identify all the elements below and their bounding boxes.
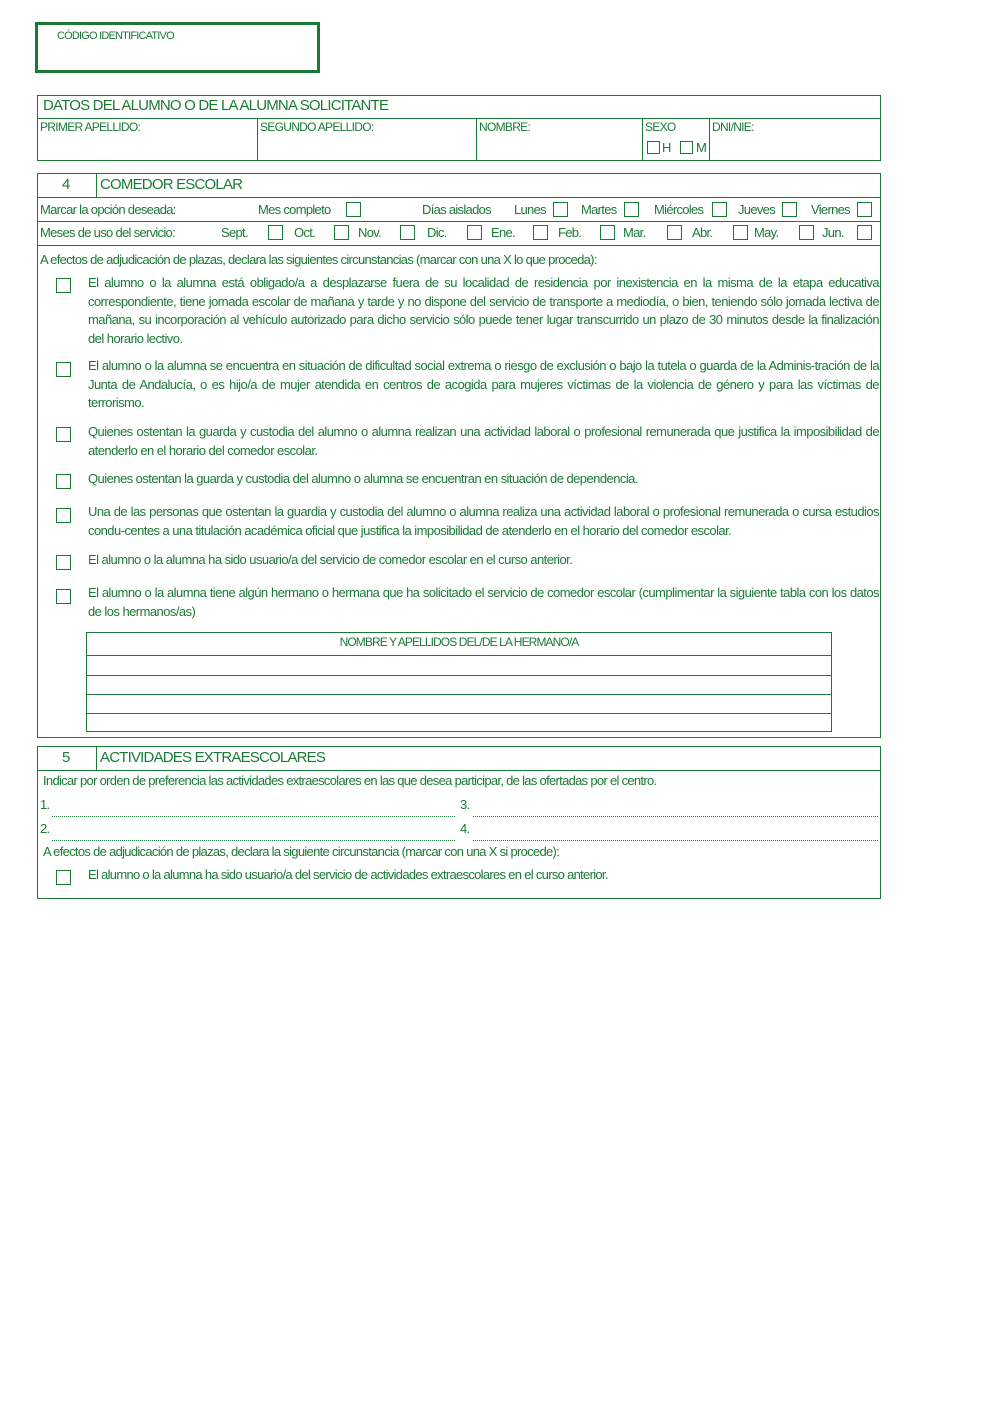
circumstance-checkbox-3[interactable] xyxy=(56,427,71,442)
circumstance-checkbox-1[interactable] xyxy=(56,278,71,293)
extraescolares-title: ACTIVIDADES EXTRAESCOLARES xyxy=(100,749,326,766)
day-label-miercoles: Miércoles xyxy=(654,202,704,217)
circumstance-text-7: El alumno o la alumna tiene algún hermano o hermana que ha solicitado el servicio de comedor escolar (cumplimentar la siguiente tabla con los datos de los hermanos/as) xyxy=(88,585,879,619)
month-checkbox-jun[interactable] xyxy=(857,225,872,240)
day-checkbox-jueves[interactable] xyxy=(782,202,797,217)
month-checkbox-feb[interactable] xyxy=(600,225,615,240)
sibling-name-input-1[interactable] xyxy=(90,657,832,675)
nombre-input[interactable] xyxy=(480,137,642,157)
comedor-number: 4 xyxy=(62,176,70,193)
circumstance-text-5: Una de las personas que ostentan la guardia y custodia del alumno o alumna realiza una actividad laboral o profesional remunerada o cursa estudios condu-centes a una titulación académica oficial que justifica la imposibilidad de atenderlo en el horario del comedor escolar. xyxy=(88,504,879,538)
dias-aislados-label: Días aislados xyxy=(422,202,491,217)
sexo-m-checkbox[interactable] xyxy=(680,141,693,154)
sexo-label: SEXO xyxy=(645,120,676,134)
sibling-name-input-3[interactable] xyxy=(90,696,832,714)
meses-label: Meses de uso del servicio: xyxy=(40,225,175,240)
dni-input[interactable] xyxy=(713,137,879,157)
activity-number-4: 4. xyxy=(460,821,470,836)
codigo-label: CÓDIGO IDENTIFICATIVO xyxy=(57,30,174,42)
day-checkbox-miercoles[interactable] xyxy=(712,202,727,217)
month-checkbox-ene[interactable] xyxy=(533,225,548,240)
day-label-jueves: Jueves xyxy=(738,202,775,217)
dni-label: DNI/NIE: xyxy=(712,120,754,134)
segundo-apellido-input[interactable] xyxy=(261,137,475,157)
month-label-feb: Feb. xyxy=(558,225,582,240)
codigo-identificativo-box[interactable] xyxy=(35,22,320,73)
month-checkbox-may[interactable] xyxy=(799,225,814,240)
activity-number-1: 1. xyxy=(40,797,50,812)
day-label-viernes: Viernes xyxy=(811,202,850,217)
extraescolares-usuario-text: El alumno o la alumna ha sido usuario/a del servicio de actividades extraescolares en el curso anterior. xyxy=(88,867,608,882)
datos-divider xyxy=(37,118,881,119)
segundo-apellido-label: SEGUNDO APELLIDO: xyxy=(260,120,374,134)
mes-completo-label: Mes completo xyxy=(258,202,331,217)
circumstance-text-4: Quienes ostentan la guarda y custodia del alumno o alumna se encuentran en situación de dependencia. xyxy=(88,471,638,486)
activity-input-1[interactable] xyxy=(54,797,456,816)
circumstance-checkbox-7[interactable] xyxy=(56,589,71,604)
sibling-name-input-2[interactable] xyxy=(90,677,832,695)
activity-input-2[interactable] xyxy=(54,821,456,840)
comedor-intro: A efectos de adjudicación de plazas, declara las siguientes circunstancias (marcar con una X lo que proceda): xyxy=(40,252,597,267)
extraescolares-usuario-checkbox[interactable] xyxy=(56,870,71,885)
circumstance-checkbox-2[interactable] xyxy=(56,362,71,377)
month-label-nov: Nov. xyxy=(358,225,381,240)
circumstance-text-3: Quienes ostentan la guarda y custodia del alumno o alumna realizan una actividad laboral o profesional remunerada que justifica la imposibilidad de atenderlo en el horario del comedor escolar. xyxy=(88,424,879,458)
activity-number-3: 3. xyxy=(460,797,470,812)
circumstance-text-1: El alumno o la alumna está obligado/a a desplazarse fuera de su localidad de residencia por inexistencia en la misma de la etapa educativa correspondiente, tiene jornada escolar de mañana y tarde y no dispone del servicio de transporte a mediodía, o bien, teniendo sólo jornada lectiva de mañana, su incorporación al vehículo autorizado para dicho servicio sólo puede tener lugar transcurrido un plazo de 30 minutos desde la finalización del horario lectivo. xyxy=(88,275,879,346)
mes-completo-checkbox[interactable] xyxy=(346,202,361,217)
activity-number-2: 2. xyxy=(40,821,50,836)
month-checkbox-abr[interactable] xyxy=(733,225,748,240)
activity-input-4[interactable] xyxy=(476,821,880,840)
sexo-h-checkbox[interactable] xyxy=(647,141,660,154)
siblings-header: NOMBRE Y APELLIDOS DEL/DE LA HERMANO/A xyxy=(339,635,579,649)
month-checkbox-mar[interactable] xyxy=(667,225,682,240)
extraescolares-declare: A efectos de adjudicación de plazas, declara la siguiente circunstancia (marcar con una X si procede): xyxy=(43,844,560,859)
nombre-label: NOMBRE: xyxy=(479,120,531,134)
activity-input-3[interactable] xyxy=(476,797,880,816)
month-label-sept: Sept. xyxy=(221,225,248,240)
day-label-martes: Martes xyxy=(581,202,617,217)
month-label-mar: Mar. xyxy=(623,225,646,240)
day-label-lunes: Lunes xyxy=(514,202,546,217)
extraescolares-intro: Indicar por orden de preferencia las actividades extraescolares en las que desea participar, de las ofertadas por el centro. xyxy=(43,773,657,788)
month-label-jun: Jun. xyxy=(822,225,844,240)
circumstance-checkbox-5[interactable] xyxy=(56,508,71,523)
month-label-ene: Ene. xyxy=(491,225,515,240)
datos-title: DATOS DEL ALUMNO O DE LA ALUMNA SOLICITANTE xyxy=(43,97,389,114)
month-label-abr: Abr. xyxy=(692,225,713,240)
month-checkbox-nov[interactable] xyxy=(400,225,415,240)
primer-apellido-label: PRIMER APELLIDO: xyxy=(40,120,141,134)
sexo-h-label: H xyxy=(662,140,671,155)
month-label-dic: Dic. xyxy=(427,225,447,240)
day-checkbox-viernes[interactable] xyxy=(857,202,872,217)
sibling-name-input-4[interactable] xyxy=(90,715,832,732)
circumstance-checkbox-4[interactable] xyxy=(56,474,71,489)
day-checkbox-martes[interactable] xyxy=(624,202,639,217)
circumstance-text-2: El alumno o la alumna se encuentra en situación de dificultad social extrema o riesgo de exclusión o bajo la tutela o guarda de la Adminis-tración de la Junta de Andalucía, o es hijo/a de mujer atendida en centros de acogida para mujeres víctimas de la violencia de género y para las víctimas de terrorismo. xyxy=(88,358,879,410)
circumstance-checkbox-6[interactable] xyxy=(56,555,71,570)
marcar-label: Marcar la opción deseada: xyxy=(40,202,176,217)
month-label-oct: Oct. xyxy=(294,225,316,240)
month-checkbox-dic[interactable] xyxy=(467,225,482,240)
month-checkbox-sept[interactable] xyxy=(268,225,283,240)
sexo-m-label: M xyxy=(696,140,707,155)
circumstance-text-6: El alumno o la alumna ha sido usuario/a del servicio de comedor escolar en el curso anterior. xyxy=(88,552,573,567)
month-checkbox-oct[interactable] xyxy=(334,225,349,240)
comedor-title: COMEDOR ESCOLAR xyxy=(100,176,243,193)
day-checkbox-lunes[interactable] xyxy=(553,202,568,217)
primer-apellido-input[interactable] xyxy=(41,137,255,157)
month-label-may: May. xyxy=(754,225,779,240)
extraescolares-number: 5 xyxy=(62,749,70,766)
